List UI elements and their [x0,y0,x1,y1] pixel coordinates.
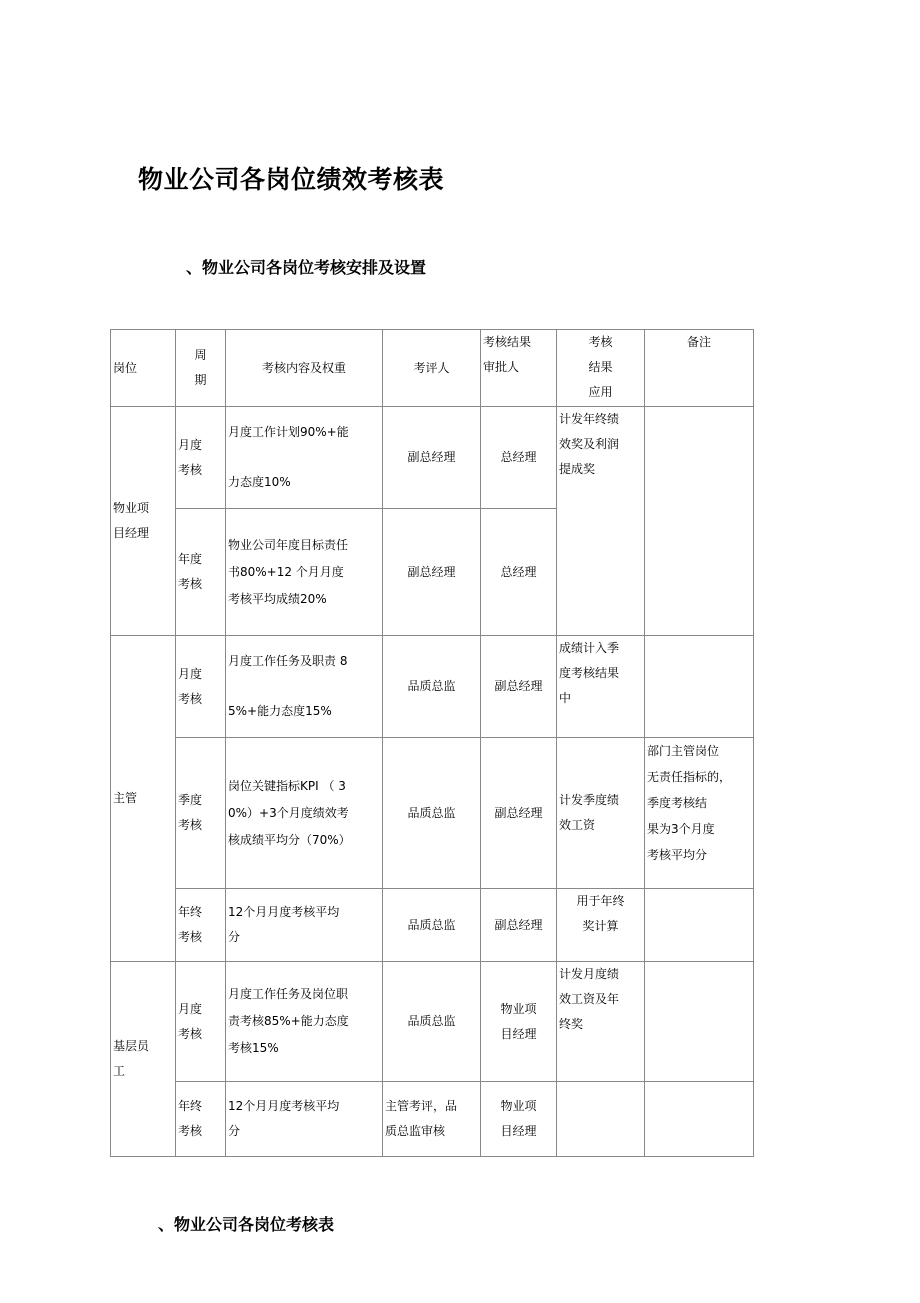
cell-evaluator: 副总经理 [383,407,481,509]
cell-remarks [645,407,754,636]
cell-approver: 副总经理 [481,889,557,962]
table-row [111,962,754,1082]
cell-evaluator: 主管考评，品 质总监审核 [383,1082,481,1157]
cell-application: 用于年终 奖计算 [557,889,645,962]
cell-content: 12个月月度考核平均 分 [226,1082,383,1157]
cell-evaluator: 副总经理 [383,509,481,636]
table-row [111,889,754,962]
section-heading-assessment-form: 、物业公司各岗位考核表 [158,1215,335,1234]
cell-period: 年度 考核 [176,509,226,636]
cell-approver: 副总经理 [481,636,557,738]
cell-evaluator: 品质总监 [383,738,481,889]
cell-application [557,1082,645,1157]
cell-period: 月度 考核 [176,962,226,1082]
cell-remarks [645,962,754,1082]
header-remarks: 备注 [645,330,754,407]
cell-remarks [645,889,754,962]
cell-content: 月度工作任务及岗位职 责考核85%+能力态度 考核15% [226,962,383,1082]
cell-remarks [645,636,754,738]
cell-evaluator: 品质总监 [383,636,481,738]
header-approver: 考核结果 审批人 [481,330,557,407]
table-header-row [111,330,754,407]
cell-period: 月度 考核 [176,407,226,509]
cell-application: 成绩计入季 度考核结果 中 [557,636,645,738]
section-heading-arrangement: 、物业公司各岗位考核安排及设置 [186,258,427,277]
cell-period: 月度 考核 [176,636,226,738]
group-supervisor: 主管 [111,636,176,962]
header-evaluator: 考评人 [383,330,481,407]
cell-content: 岗位关键指标KPI （ 3 0%）+3个月度绩效考 核成绩平均分（70%） [226,738,383,889]
cell-remarks: 部门主管岗位 无责任指标的， 季度考核结 果为3个月度 考核平均分 [645,738,754,889]
cell-remarks [645,1082,754,1157]
cell-evaluator: 品质总监 [383,889,481,962]
table-row [111,738,754,889]
cell-content: 物业公司年度目标责任 书80%+12 个月月度 考核平均成绩20% [226,509,383,636]
cell-period: 年终 考核 [176,1082,226,1157]
page-title: 物业公司各岗位绩效考核表 [138,165,445,194]
table-row [111,407,754,509]
table-row [111,636,754,738]
header-position: 岗位 [111,330,176,407]
group-manager: 物业项 目经理 [111,407,176,636]
cell-application: 计发季度绩 效工资 [557,738,645,889]
cell-evaluator: 品质总监 [383,962,481,1082]
cell-approver: 物业项 目经理 [481,962,557,1082]
table-row [111,1082,754,1157]
cell-application: 计发年终绩 效奖及利润 提成奖 [557,407,645,636]
cell-approver: 总经理 [481,509,557,636]
group-staff: 基层员 工 [111,962,176,1157]
header-content: 考核内容及权重 [226,330,383,407]
cell-approver: 副总经理 [481,738,557,889]
header-application: 考核 结果 应用 [557,330,645,407]
cell-content: 月度工作计划90%+能 力态度10% [226,407,383,509]
cell-application: 计发月度绩 效工资及年 终奖 [557,962,645,1082]
cell-period: 季度 考核 [176,738,226,889]
cell-content: 月度工作任务及职责 8 5%+能力态度15% [226,636,383,738]
cell-approver: 物业项 目经理 [481,1082,557,1157]
cell-approver: 总经理 [481,407,557,509]
assessment-table [110,329,754,1157]
cell-period: 年终 考核 [176,889,226,962]
cell-content: 12个月月度考核平均 分 [226,889,383,962]
header-period: 周 期 [176,330,226,407]
